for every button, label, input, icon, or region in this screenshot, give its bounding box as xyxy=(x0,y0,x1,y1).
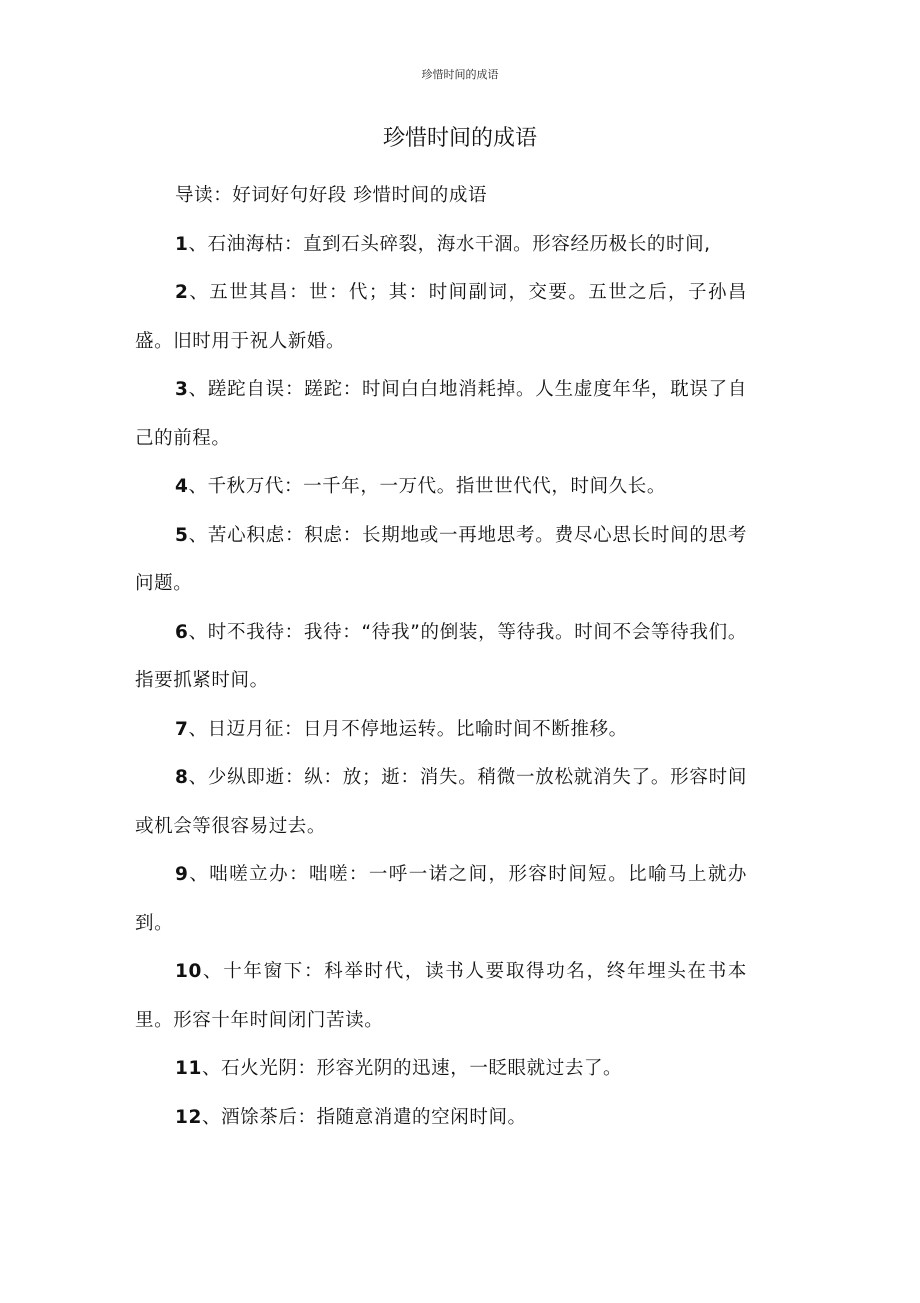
item-text: 、石火光阴：形容光阴的迅速，一眨眼就过去了。 xyxy=(201,1058,623,1079)
item-text: 、五世其昌：世：代；其：时间副词，交要。五世之后，子孙昌盛。旧时用于祝人新婚。 xyxy=(135,282,747,352)
running-header: 珍惜时间的成语 xyxy=(421,68,499,81)
item-number: 7 xyxy=(175,718,189,740)
idiom-item xyxy=(135,754,747,851)
item-number: 6 xyxy=(175,621,189,643)
idiom-item xyxy=(135,366,747,463)
item-number: 12 xyxy=(175,1106,202,1128)
item-number: 2 xyxy=(175,282,189,303)
item-text: 、咄嗟立办：咄嗟：一呼一诺之间，形容时间短。比喻马上就办到。 xyxy=(135,864,747,934)
idiom-item xyxy=(135,269,747,366)
item-number: 4 xyxy=(175,476,189,497)
item-number: 9 xyxy=(175,864,189,885)
item-text: 、蹉跎自误：蹉跎：时间白白地消耗掉。人生虚度年华，耽误了自己的前程。 xyxy=(135,379,747,449)
item-text: 、酒馀茶后：指随意消遣的空闲时间。 xyxy=(201,1106,527,1128)
item-text: 、十年窗下：科举时代，读书人要取得功名，终年埋头在书本里。形容十年时间闭门苦读。 xyxy=(135,961,747,1031)
idiom-item xyxy=(135,463,747,512)
idiom-item xyxy=(135,221,747,270)
item-number: 8 xyxy=(175,767,189,788)
item-text: 、少纵即逝：纵：放；逝：消失。稍微一放松就消失了。形容时间或机会等很容易过去。 xyxy=(135,767,747,837)
idiom-item xyxy=(135,512,747,609)
idiom-item xyxy=(135,609,747,706)
document-body xyxy=(135,172,747,1142)
idiom-item xyxy=(135,851,747,948)
lead-paragraph: 导读：好词好句好段 珍惜时间的成语 xyxy=(175,185,488,206)
idiom-item xyxy=(135,706,747,755)
item-number: 5 xyxy=(175,524,189,546)
item-number: 11 xyxy=(175,1058,202,1079)
item-number: 1 xyxy=(175,233,189,255)
item-text: 、石油海枯：直到石头碎裂，海水干涸。形容经历极长的时间, xyxy=(188,233,711,255)
item-text: 、时不我待：我待：“待我”的倒装，等待我。时间不会等待我们。指要抓紧时间。 xyxy=(135,621,747,691)
idiom-item xyxy=(135,1094,747,1143)
document-title: 珍惜时间的成语 xyxy=(382,126,537,151)
idiom-item xyxy=(135,1045,747,1094)
idiom-item xyxy=(135,948,747,1045)
item-text: 、日迈月征：日月不停地运转。比喻时间不断推移。 xyxy=(188,718,628,740)
item-text: 、千秋万代：一千年，一万代。指世世代代，时间久长。 xyxy=(188,476,666,497)
item-number: 10 xyxy=(175,961,202,982)
item-text: 、苦心积虑：积虑：长期地或一再地思考。费尽心思长时间的思考问题。 xyxy=(135,524,747,594)
item-number: 3 xyxy=(175,379,189,400)
